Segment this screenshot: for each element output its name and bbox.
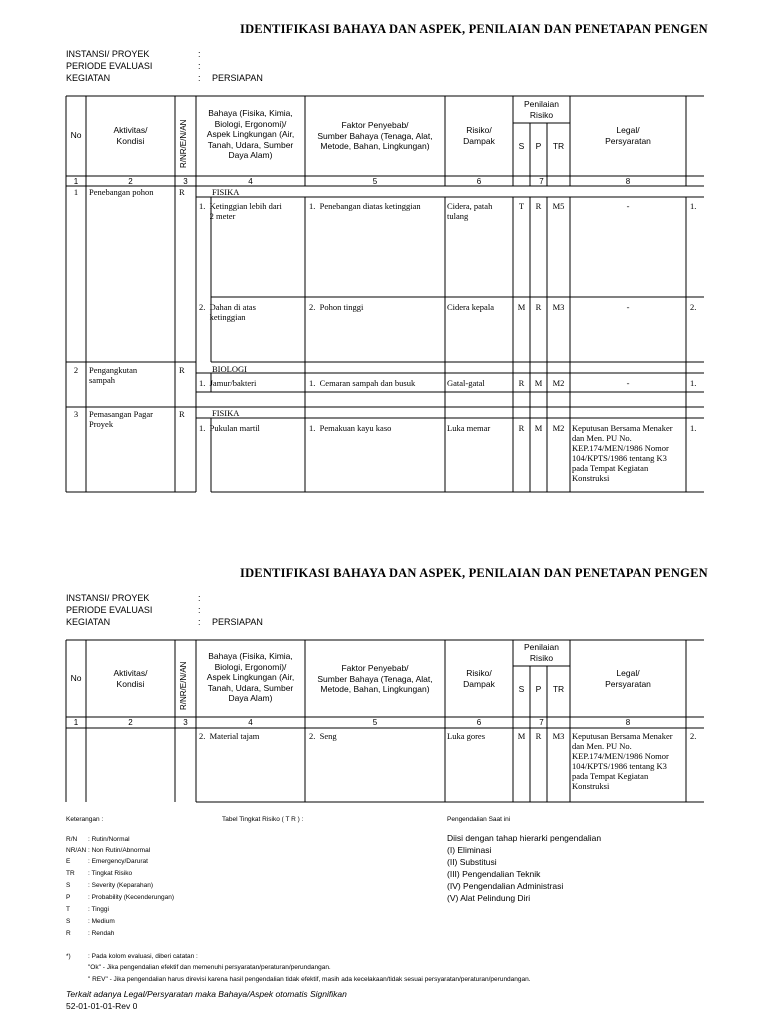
meta-colon: : (198, 61, 201, 71)
legend-key: S (66, 918, 71, 925)
pengendalian-line: Diisi dengan tahap hierarki pengendalian (447, 833, 602, 843)
hdr-legal: Legal/ Persyaratan (605, 125, 651, 146)
hdr-num-8: 8 (625, 177, 631, 186)
pengendalian-line: (II) Substitusi (447, 857, 497, 867)
hdr-num-5: 5 (372, 177, 378, 186)
hdr-bahaya: Bahaya (Fisika, Kimia, Biologi, Ergonomi)/ Aspek Lingkungan (Air, Tanah, Udara, Sumber Daya Alam) (206, 108, 295, 160)
hdr2-num-8: 8 (625, 718, 631, 727)
hdr2-rnre: R/NR/E/N/AN (179, 661, 188, 710)
legend-value: : Emergency/Darurat (88, 858, 148, 865)
row3-rnre: R (179, 409, 185, 419)
row3a-control: 1. (690, 423, 697, 433)
row2-aktivitas: Pengangkutan sampah (89, 365, 138, 385)
legend-value: : Tingkat Risiko (88, 870, 133, 877)
row2a-control: 1. (690, 378, 697, 388)
row3a-s: R (518, 423, 525, 433)
pengendalian-line: (I) Eliminasi (447, 845, 492, 855)
row1b-legal: - (626, 302, 630, 312)
meta-label: INSTANSI/ PROYEK (66, 593, 150, 603)
row2-no: 2 (73, 365, 79, 375)
hdr2-p: P (535, 684, 542, 694)
meta-colon: : (198, 593, 201, 603)
keterangan-title: Keterangan : (66, 816, 104, 823)
row2a-p: M (534, 378, 543, 388)
note-line-3: " REV" - Jika pengendalian harus direvisi karena hasil pengendalian tidak efektif, masih ada kecelakaan/tidak sesuai persyaratan/peraturan/perundangan. (88, 976, 531, 983)
meta-label: PERIODE EVALUASI (66, 605, 153, 615)
hdr-tr: TR (552, 141, 565, 151)
legend-key: T (66, 906, 70, 913)
t2row1-control: 2. (690, 731, 697, 741)
hdr-num-6: 6 (476, 177, 482, 186)
row1a-risiko: Cidera, patah tulang (447, 201, 493, 221)
hdr-p: P (535, 141, 542, 151)
row1b-control: 2. (690, 302, 697, 312)
tabel-tr-title: Tabel Tingkat Risiko ( T R ) : (222, 816, 304, 823)
hdr2-num-2: 2 (128, 718, 133, 727)
row1a-legal: - (626, 201, 630, 211)
row2a-s: R (518, 378, 525, 388)
row1b-risiko: Cidera kepala (447, 302, 494, 312)
hdr-aktivitas: Aktivitas/ Kondisi (113, 125, 148, 146)
row3a-bahaya: 1. Pukulan martil (199, 423, 260, 433)
row1a-p: R (535, 201, 542, 211)
hdr2-num-7: 7 (539, 718, 544, 727)
meta-value: PERSIAPAN (212, 73, 263, 83)
hdr-no: No (70, 130, 82, 140)
hdr-s: S (518, 141, 525, 151)
hdr2-risiko: Risiko/ Dampak (463, 668, 495, 689)
hdr-num-1: 1 (73, 177, 79, 186)
row3a-legal: Keputusan Bersama Menaker dan Men. PU No. KEP.174/MEN/1986 Nomor 104/KPTS/1986 tentang K3 pada Tempat Kegiatan Konstruksi (572, 423, 673, 483)
hdr2-num-1: 1 (73, 718, 79, 727)
hdr-num-2: 2 (128, 177, 133, 186)
row3-no: 3 (73, 409, 79, 419)
meta-colon: : (198, 617, 201, 627)
row1b-faktor: 2. Pohon tinggi (309, 302, 364, 312)
legend-key: S (66, 882, 71, 889)
hdr2-num-3: 3 (183, 718, 188, 727)
row3a-tr: M2 (552, 423, 565, 433)
hdr-num-4: 4 (248, 177, 253, 186)
row2a-risiko: Gatal-gatal (447, 378, 485, 388)
legend-key: R (66, 930, 71, 937)
hdr2-bahaya: Bahaya (Fisika, Kimia, Biologi, Ergonomi)/ Aspek Lingkungan (Air, Tanah, Udara, Sumber Daya Alam) (206, 651, 295, 703)
pengendalian-title: Pengendalian Saat ini (447, 816, 511, 823)
hdr2-faktor: Faktor Penyebab/ Sumber Bahaya (Tenaga, Alat, Metode, Bahan, Lingkungan) (317, 663, 433, 694)
t2row1-legal: Keputusan Bersama Menaker dan Men. PU No. KEP.174/MEN/1986 Nomor 104/KPTS/1986 tentang K3 pada Tempat Kegiatan Konstruksi (572, 731, 673, 791)
note-star: *) (66, 953, 71, 960)
hdr-num-7: 7 (539, 177, 544, 186)
page2-title: IDENTIFIKASI BAHAYA DAN ASPEK, PENILAIAN DAN PENETAPAN PENGEN (240, 566, 708, 580)
meta-colon: : (198, 73, 201, 83)
row1a-faktor: 1. Penebangan diatas ketinggian (309, 201, 421, 211)
row2a-bahaya: 1. Jamur/bakteri (199, 378, 257, 388)
note-line-2: "Ok" - Jika pengendalian efektif dan memenuhi persyaratan/peraturan/perundangan. (88, 964, 331, 971)
legend-value: : Medium (88, 918, 115, 925)
hdr2-penilaian: Penilaian Risiko (524, 642, 559, 663)
row3-category: FISIKA (212, 408, 240, 418)
meta-colon: : (198, 605, 201, 615)
note-line-1: : Pada kolom evaluasi, diberi catatan : (88, 953, 198, 960)
row3-aktivitas: Pemasangan Pagar Proyek (89, 409, 153, 429)
meta-label: INSTANSI/ PROYEK (66, 49, 150, 59)
pengendalian-line: (IV) Pengendalian Administrasi (447, 881, 564, 891)
row1a-tr: M5 (552, 201, 565, 211)
row2-rnre: R (179, 365, 185, 375)
legend-value: : Probability (Kecenderungan) (88, 894, 174, 901)
pengendalian-line: (V) Alat Pelindung Diri (447, 893, 531, 903)
t2row1-s: M (517, 731, 526, 741)
row2a-faktor: 1. Cemaran sampah dan busuk (309, 378, 416, 388)
hdr2-aktivitas: Aktivitas/ Kondisi (113, 668, 148, 689)
t2row1-tr: M3 (552, 731, 565, 741)
hdr2-no: No (70, 673, 82, 683)
row2-category: BIOLOGI (212, 364, 247, 374)
hdr2-num-4: 4 (248, 718, 253, 727)
row1a-s: T (518, 201, 525, 211)
row1-category: FISIKA (212, 187, 240, 197)
pengendalian-line: (III) Pengendalian Teknik (447, 869, 541, 879)
row1a-control: 1. (690, 201, 697, 211)
legend-value: : Rutin/Normal (88, 836, 130, 843)
meta-label: KEGIATAN (66, 73, 111, 83)
legend-key: E (66, 858, 71, 865)
hdr-rnre: R/NR/E/N/AN (179, 119, 188, 168)
t2row1-p: R (535, 731, 542, 741)
row1b-s: M (517, 302, 526, 312)
t2row1-faktor: 2. Seng (309, 731, 337, 741)
hdr2-legal: Legal/ Persyaratan (605, 668, 651, 689)
document-code: 52-01-01-01-Rev 0 (66, 1001, 138, 1011)
row1a-bahaya: 1. Ketinggian lebih dari 2 meter (199, 201, 282, 221)
hdr2-num-5: 5 (372, 718, 378, 727)
legend-value: : Rendah (88, 930, 115, 937)
t2row1-risiko: Luka gores (447, 731, 486, 741)
meta-value: PERSIAPAN (212, 617, 263, 627)
row2a-tr: M2 (552, 378, 565, 388)
legend-key: TR (66, 870, 75, 877)
hdr-num-3: 3 (183, 177, 188, 186)
row3a-risiko: Luka memar (447, 423, 491, 433)
legend-value: : Severity (Keparahan) (88, 882, 154, 889)
t2row1-bahaya: 2. Material tajam (199, 731, 260, 741)
meta-colon: : (198, 49, 201, 59)
italic-note: Terkait adanya Legal/Persyaratan maka Bahaya/Aspek otomatis Signifikan (66, 989, 347, 999)
legend-value: : Non Rutin/Abnormal (88, 847, 151, 854)
legend-key: R/N (66, 836, 78, 843)
row1b-bahaya: 2. Dahan di atas ketinggian (199, 302, 256, 322)
hdr2-s: S (518, 684, 525, 694)
hdr2-num-6: 6 (476, 718, 482, 727)
hdr-faktor: Faktor Penyebab/ Sumber Bahaya (Tenaga, Alat, Metode, Bahan, Lingkungan) (317, 120, 433, 151)
hdr2-tr: TR (552, 684, 565, 694)
meta-label: KEGIATAN (66, 617, 111, 627)
row1b-p: R (535, 302, 542, 312)
meta-label: PERIODE EVALUASI (66, 61, 153, 71)
row3a-faktor: 1. Pemakuan kayu kaso (309, 423, 392, 433)
legend-value: : Tinggi (88, 906, 109, 913)
row1-no: 1 (73, 187, 79, 197)
row1-rnre: R (179, 187, 185, 197)
page1-title: IDENTIFIKASI BAHAYA DAN ASPEK, PENILAIAN DAN PENETAPAN PENGEN (240, 22, 708, 36)
legend-key: NR/AN (66, 847, 87, 854)
hdr-penilaian: Penilaian Risiko (524, 99, 559, 120)
row2a-legal: - (626, 378, 630, 388)
legend-key: P (66, 894, 71, 901)
row1b-tr: M3 (552, 302, 565, 312)
hdr-risiko: Risiko/ Dampak (463, 125, 495, 146)
row3a-p: M (534, 423, 543, 433)
row1-aktivitas: Penebangan pohon (89, 187, 154, 197)
